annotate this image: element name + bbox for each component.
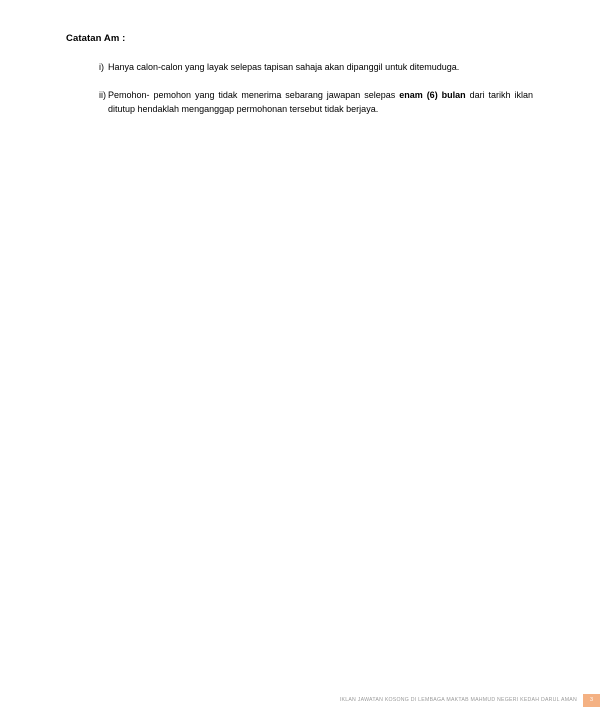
- text-run: Hanya calon-calon yang layak selepas tapisan sahaja akan dipanggil untuk ditemuduga.: [108, 62, 460, 72]
- page-number: 3: [583, 694, 600, 707]
- list-item-text: [108, 88, 536, 116]
- page-title: Catatan Am :: [66, 33, 126, 44]
- text-run: Pemohon- pemohon yang tidak menerima sebarang jawapan selepas: [108, 90, 400, 100]
- footer-bar: [340, 694, 600, 707]
- list-item-text: [108, 60, 536, 74]
- text-run-bold: enam (6) bulan: [399, 90, 466, 100]
- page-footer: [0, 691, 600, 725]
- text-run: dari tarikh iklan ditutup hendaklah menganggap permohonan tersebut tidak berjaya.: [108, 90, 533, 114]
- list-item: [66, 60, 536, 74]
- list-item-marker: i): [99, 62, 104, 72]
- notes-list: [66, 60, 536, 130]
- list-item: [66, 88, 536, 116]
- footer-caption: IKLAN JAWATAN KOSONG DI LEMBAGA MAKTAB MAHMUD NEGERI KEDAH DARUL AMAN: [339, 697, 577, 703]
- list-item-marker: ii): [99, 90, 106, 100]
